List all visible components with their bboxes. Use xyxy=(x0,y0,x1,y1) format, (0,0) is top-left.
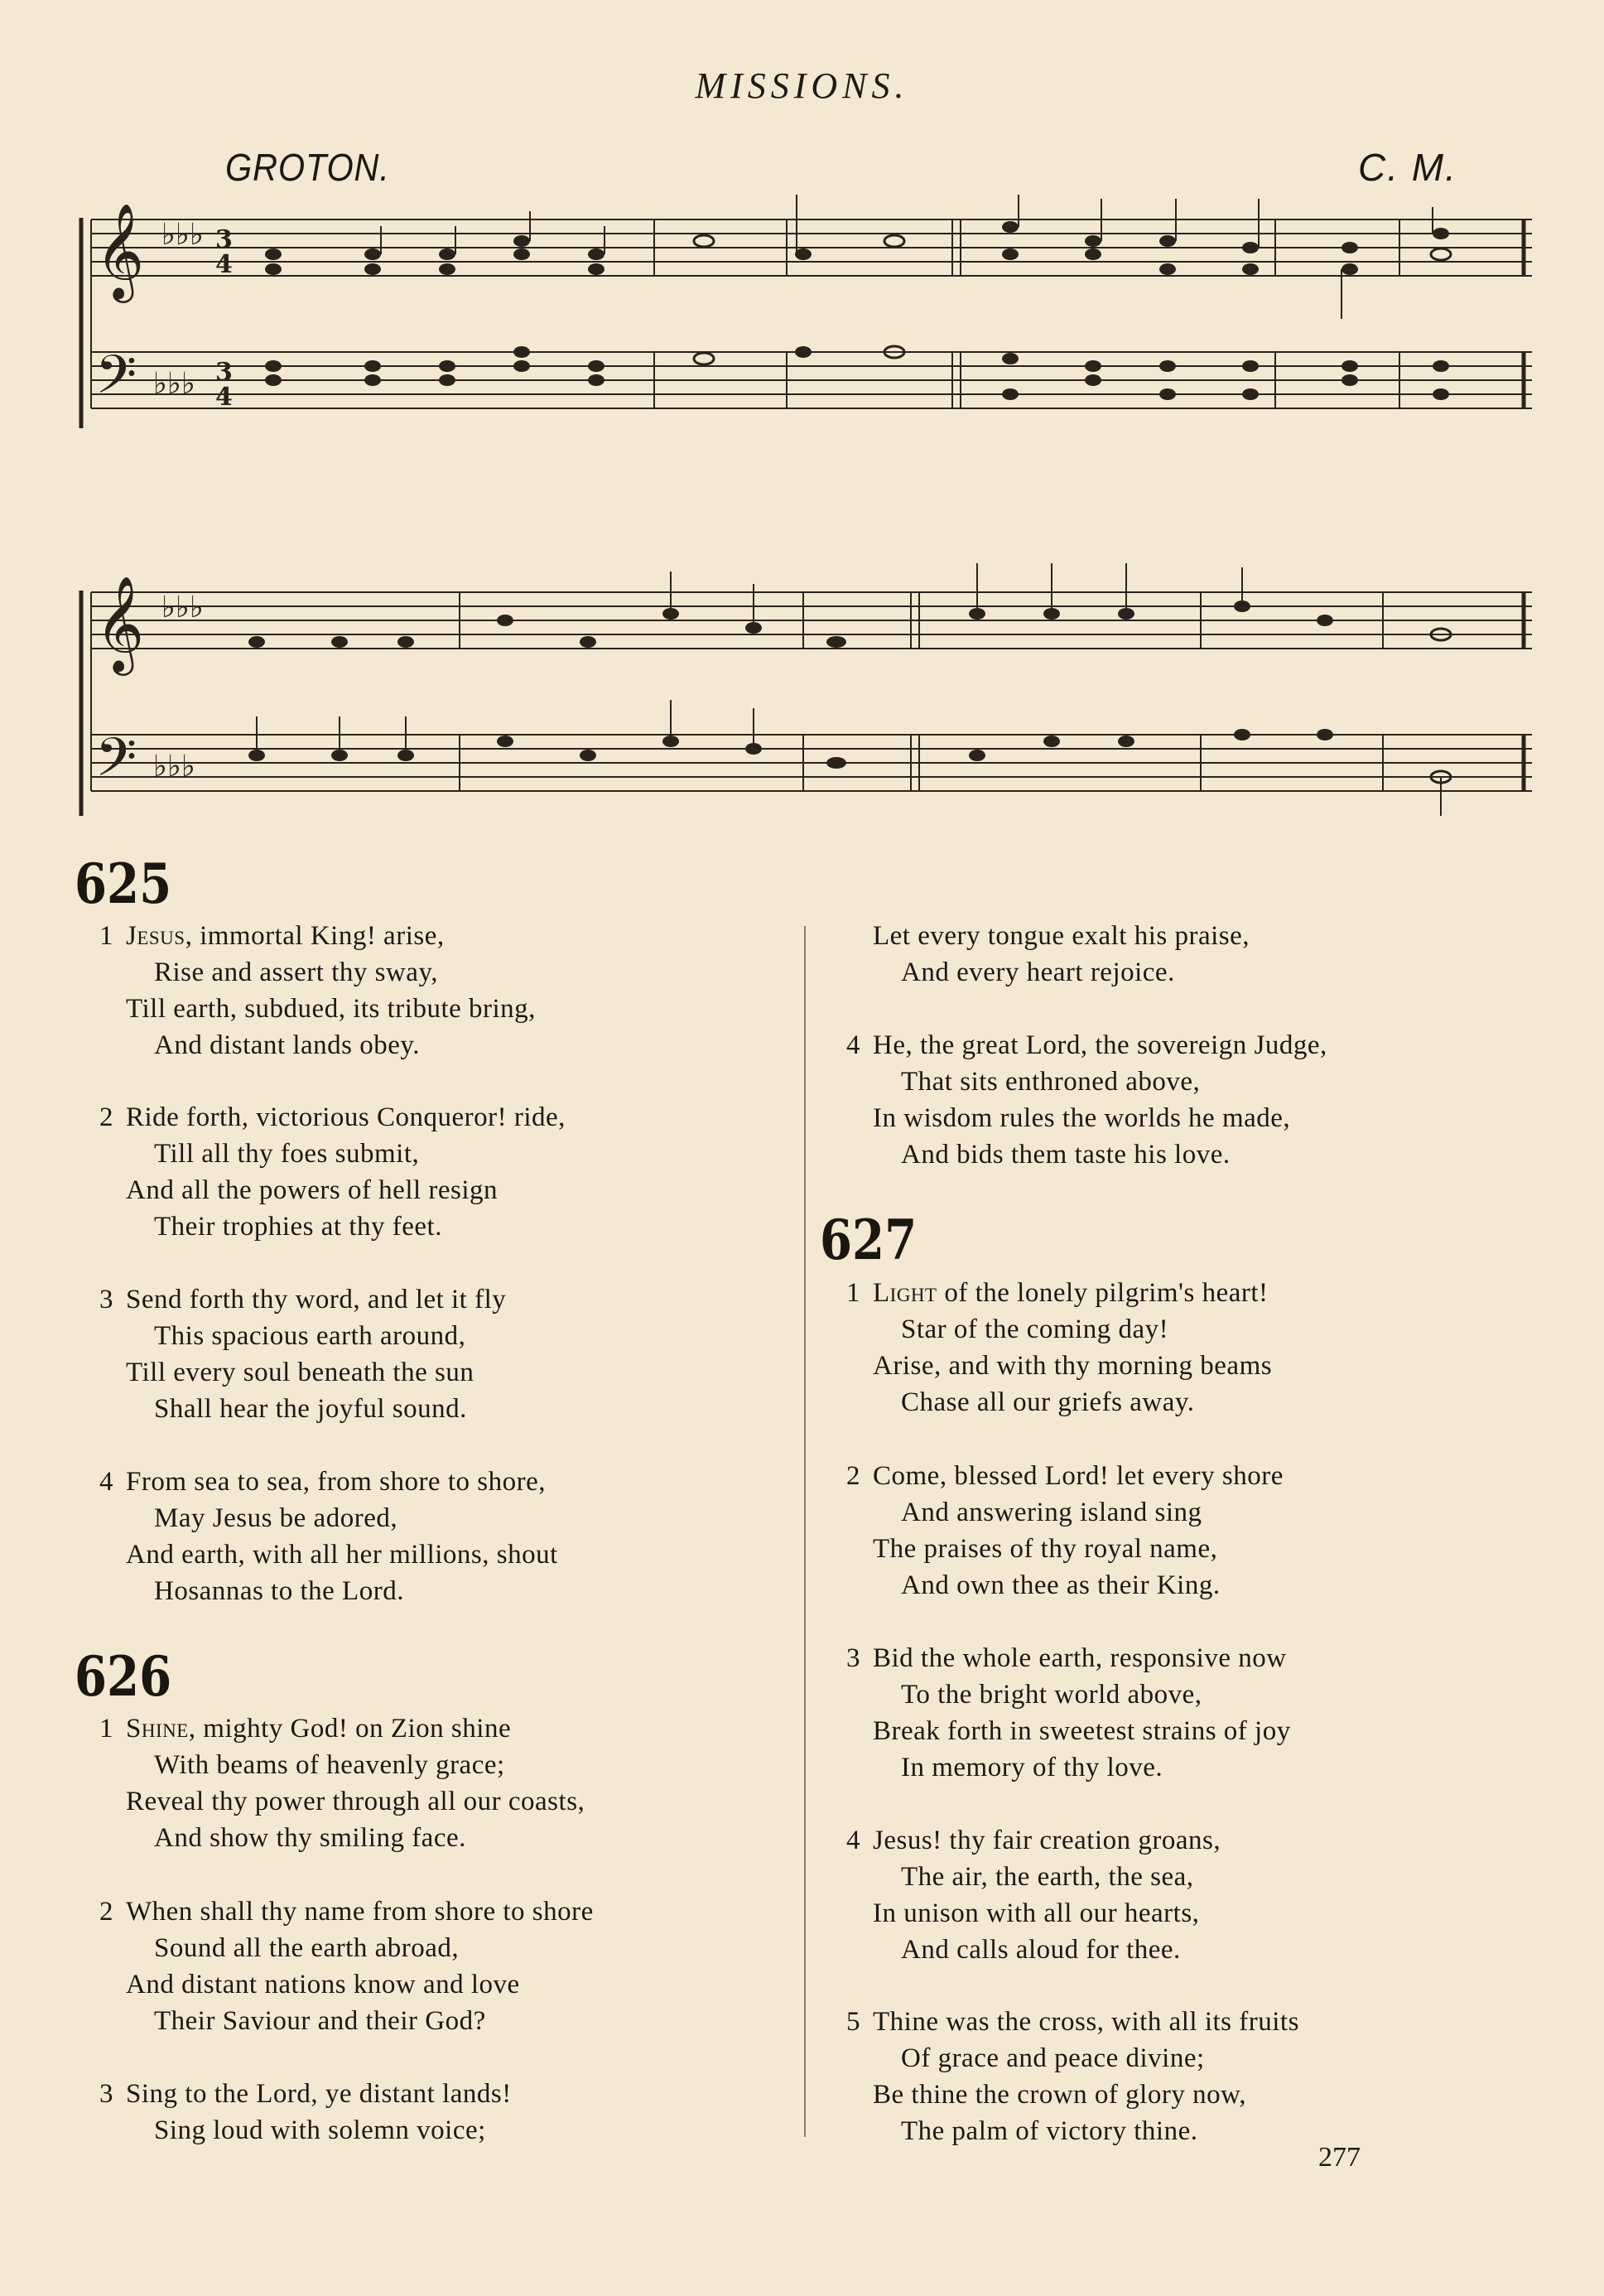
stanza-line: Chase all our griefs away. xyxy=(901,1387,1195,1417)
svg-text:𝄞: 𝄞 xyxy=(95,575,145,672)
stanza xyxy=(846,1027,1327,1173)
stanza-number: 2 xyxy=(99,1897,113,1927)
column-divider xyxy=(804,926,806,2137)
stanza-line: This spacious earth around, xyxy=(154,1321,466,1351)
stanza-line: With beams of heavenly grace; xyxy=(154,1750,505,1780)
stanza-line: And every heart rejoice. xyxy=(901,957,1175,987)
stanza-line: Arise, and with thy morning beams xyxy=(873,1351,1273,1381)
stanza-line: From sea to sea, from shore to shore, xyxy=(126,1467,546,1497)
stanza-continuation xyxy=(846,918,1250,991)
music-score-icon xyxy=(75,186,1540,435)
stanza-line: In memory of thy love. xyxy=(901,1753,1163,1782)
stanza xyxy=(846,1640,1291,1786)
hymn-number: 626 xyxy=(75,1644,172,1709)
stanza-line: Shall hear the joyful sound. xyxy=(154,1394,467,1424)
stanza-line: Hosannas to the Lord. xyxy=(154,1576,404,1606)
stanza-line: Let every tongue exalt his praise, xyxy=(873,921,1250,951)
stanza-line: And show thy smiling face. xyxy=(154,1823,466,1853)
music-system-1 xyxy=(75,186,1540,435)
stanza xyxy=(99,1710,585,1856)
stanza-line: The palm of victory thine. xyxy=(901,2116,1198,2146)
stanza-number: 4 xyxy=(846,1826,860,1855)
music-score-icon xyxy=(75,551,1540,824)
svg-text:𝄢: 𝄢 xyxy=(95,727,137,802)
stanza-first-word: Jesus, xyxy=(126,921,193,951)
stanza-line: immortal King! arise, xyxy=(192,921,445,951)
svg-text:4: 4 xyxy=(215,383,233,412)
stanza xyxy=(99,1099,566,1245)
svg-text:4: 4 xyxy=(215,250,233,279)
page-number: 277 xyxy=(1318,2142,1361,2173)
stanza-line: Jesus! thy fair creation groans, xyxy=(873,1826,1221,1855)
stanza-line: And own thee as their King. xyxy=(901,1570,1221,1600)
stanza-line: Rise and assert thy sway, xyxy=(154,957,439,987)
tune-meter: C. M. xyxy=(1358,146,1457,189)
stanza-line: Reveal thy power through all our coasts, xyxy=(126,1787,585,1816)
tune-name: GROTON. xyxy=(225,146,390,189)
stanza xyxy=(846,1275,1272,1421)
stanza-line: Till all thy foes submit, xyxy=(154,1139,420,1169)
stanza-number: 3 xyxy=(846,1643,860,1673)
stanza-number: 4 xyxy=(99,1467,113,1497)
svg-text:♭♭♭: ♭♭♭ xyxy=(161,218,204,252)
stanza-line: Their Saviour and their God? xyxy=(154,2006,486,2036)
stanza-line: Sing to the Lord, ye distant lands! xyxy=(126,2079,512,2109)
stanza xyxy=(99,1281,506,1427)
stanza-line: Sing loud with solemn voice; xyxy=(154,2115,486,2145)
stanza-line: And answering island sing xyxy=(901,1498,1202,1527)
stanza-line: He, the great Lord, the sovereign Judge, xyxy=(873,1030,1327,1060)
stanza-line: And earth, with all her millions, shout xyxy=(126,1540,558,1570)
hymn-number: 625 xyxy=(75,851,172,916)
stanza-line: Come, blessed Lord! let every shore xyxy=(873,1461,1284,1491)
stanza-line: And calls aloud for thee. xyxy=(901,1935,1181,1965)
stanza xyxy=(846,1822,1221,1968)
stanza-line: The praises of thy royal name, xyxy=(873,1534,1218,1564)
stanza-line: Of grace and peace divine; xyxy=(901,2043,1205,2073)
svg-text:3: 3 xyxy=(215,358,233,387)
stanza-line: In unison with all our hearts, xyxy=(873,1898,1200,1928)
stanza-number: 1 xyxy=(99,921,113,951)
stanza xyxy=(99,2076,512,2149)
svg-text:3: 3 xyxy=(215,225,233,254)
svg-text:𝄞: 𝄞 xyxy=(95,202,145,299)
stanza-number: 3 xyxy=(99,1285,113,1314)
stanza-number: 3 xyxy=(99,2079,113,2109)
stanza-line: Till every soul beneath the sun xyxy=(126,1358,474,1387)
stanza-first-word: Light xyxy=(873,1278,937,1308)
stanza xyxy=(99,918,536,1064)
stanza-line: Their trophies at thy feet. xyxy=(154,1212,442,1242)
music-system-2 xyxy=(75,551,1540,824)
page-header: MISSIONS. xyxy=(695,65,909,106)
svg-text:𝄢: 𝄢 xyxy=(95,345,137,419)
stanza-line: May Jesus be adored, xyxy=(154,1503,398,1533)
stanza-line: In wisdom rules the worlds he made, xyxy=(873,1103,1291,1133)
hymn-number: 627 xyxy=(820,1208,918,1272)
svg-text:♭♭♭: ♭♭♭ xyxy=(161,591,204,625)
stanza-line: And distant lands obey. xyxy=(154,1030,420,1060)
stanza-line: To the bright world above, xyxy=(901,1680,1202,1710)
stanza-number: 1 xyxy=(99,1714,113,1744)
stanza-number: 4 xyxy=(846,1030,860,1060)
stanza-line: The air, the earth, the sea, xyxy=(901,1862,1194,1892)
stanza-line: Till earth, subdued, its tribute bring, xyxy=(126,994,536,1024)
stanza-number: 2 xyxy=(846,1461,860,1491)
stanza-line: That sits enthroned above, xyxy=(901,1067,1201,1097)
stanza-number: 5 xyxy=(846,2007,860,2037)
stanza-line: Bid the whole earth, responsive now xyxy=(873,1643,1287,1673)
stanza-line: Break forth in sweetest strains of joy xyxy=(873,1716,1291,1746)
stanza-line: And bids them taste his love. xyxy=(901,1140,1231,1170)
stanza-line: Ride forth, victorious Conqueror! ride, xyxy=(126,1102,566,1132)
stanza-line: of the lonely pilgrim's heart! xyxy=(937,1278,1269,1308)
stanza-line: mighty God! on Zion shine xyxy=(195,1714,512,1744)
stanza xyxy=(99,1464,558,1609)
stanza-line: When shall thy name from shore to shore xyxy=(126,1897,594,1927)
stanza-number: 1 xyxy=(846,1278,860,1308)
svg-text:♭♭♭: ♭♭♭ xyxy=(153,367,195,401)
stanza-number: 2 xyxy=(99,1102,113,1132)
stanza-line: Be thine the crown of glory now, xyxy=(873,2080,1247,2110)
stanza xyxy=(846,1458,1284,1604)
stanza-line: Sound all the earth abroad, xyxy=(154,1933,460,1963)
stanza-line: Thine was the cross, with all its fruits xyxy=(873,2007,1299,2037)
stanza xyxy=(846,2004,1299,2149)
stanza-line: And distant nations know and love xyxy=(126,1970,520,1999)
stanza-line: And all the powers of hell resign xyxy=(126,1175,499,1205)
stanza-line: Star of the coming day! xyxy=(901,1314,1169,1344)
stanza-line: Send forth thy word, and let it fly xyxy=(126,1285,507,1314)
stanza xyxy=(99,1893,594,2039)
stanza-first-word: Shine, xyxy=(126,1714,196,1744)
svg-text:♭♭♭: ♭♭♭ xyxy=(153,750,195,784)
